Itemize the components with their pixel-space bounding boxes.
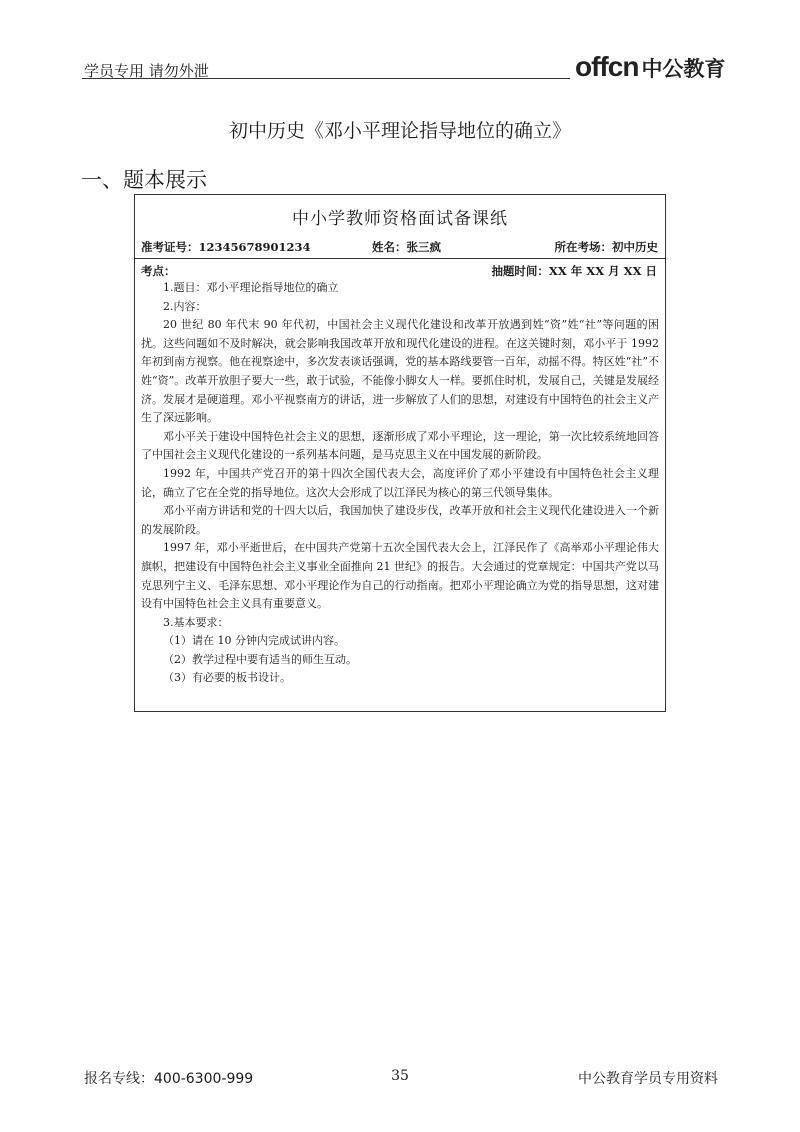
registration-hotline: 报名专线：400-6300-999 xyxy=(84,1071,254,1087)
logo-chinese-text: 中公教育 xyxy=(641,57,726,81)
requirement-item: （2）教学过程中要有适当的师生互动。 xyxy=(163,652,357,666)
topic-line: 1.题目：邓小平理论指导地位的确立 xyxy=(163,281,339,294)
content-label: 2.内容： xyxy=(163,299,207,313)
points-label: 考点： xyxy=(141,264,176,278)
content-paragraph: 邓小平关于建设中国特色社会主义的思想，逐渐形成了邓小平理论，这一理论，第一次比较系统地回答了中国社会主义现代化建设的一系列基本问题，是马克思主义在中国发展的新阶段。 xyxy=(141,429,659,462)
header-divider xyxy=(82,78,570,79)
prep-sheet-title: 中小学教师资格面试备课纸 xyxy=(292,209,508,229)
candidate-name: 姓名：张三疯 xyxy=(372,240,441,254)
candidate-info-row xyxy=(135,239,665,256)
content-paragraph: 邓小平南方讲话和党的十四大以后，我国加快了建设步伐，改革开放和社会主义现代化建设进入一个新的发展阶段。 xyxy=(141,504,659,536)
content-paragraph: 1992 年，中国共产党召开的第十四次全国代表大会，高度评价了邓小平建设有中国特色社会主义理论，确立了它在全党的指导地位。这次大会形成了以江泽民为核心的第三代领导集体。 xyxy=(141,466,659,499)
logo-latin-text: offcn xyxy=(575,51,639,82)
prep-sheet-content xyxy=(141,279,659,688)
draw-time: 抽题时间：XX 年 XX 月 XX 日 xyxy=(491,264,657,278)
prep-sheet-card xyxy=(134,194,666,712)
ticket-number: 准考证号：12345678901234 xyxy=(141,240,311,254)
content-paragraph: 20 世纪 80 年代末 90 年代初，中国社会主义现代化建设和改革开放遇到姓“资”姓“社”等问题的困扰。这些问题如不及时解决，就会影响我国改革开放和现代化建设的进程。在这关键时刻，邓小平于 1992 年初到南方视察。他在视察途中，多次发表谈话强调，党的基本路线要管一百年，动摇不得。特区姓“社”不姓“资”。改革开放胆子要大一些，敢于试验，不能像小脚女人一样。要抓住时机，发展自己，关键是发展经济。发展才是硬道理。邓小平视察南方的讲话，进一步解放了人们的思想，对建设有中国特色的社会主义产生了深远影响。 xyxy=(141,318,659,425)
content-paragraph: 1997 年，邓小平逝世后，在中国共产党第十五次全国代表大会上，江泽民作了《高举邓小平理论伟大旗帜，把建设有中国特色社会主义事业全面推向 21 世纪》的报告。大会通过的党章规定：中国共产党以马克思列宁主义、毛泽东思想、邓小平理论作为自己的行动指南。把邓小平理论确立为党的指导思想，这对建设有中国特色社会主义具有重要意义。 xyxy=(141,541,659,611)
footer-brand-note: 中公教育学员专用资料 xyxy=(578,1071,718,1087)
requirements-label: 3.基本要求： xyxy=(163,615,229,629)
requirement-item: （3）有必要的板书设计。 xyxy=(163,671,291,685)
section-title: 一、题本展示 xyxy=(81,168,207,192)
brand-logo xyxy=(575,52,725,82)
requirement-item: （1）请在 10 分钟内完成试讲内容。 xyxy=(163,634,345,648)
document-title: 初中历史《邓小平理论指导地位的确立》 xyxy=(228,120,571,142)
header-confidential-note: 学员专用 请勿外泄 xyxy=(84,62,209,80)
page-number: 35 xyxy=(391,1068,409,1084)
exam-area: 所在考场：初中历史 xyxy=(554,240,658,254)
card-divider xyxy=(135,258,665,259)
